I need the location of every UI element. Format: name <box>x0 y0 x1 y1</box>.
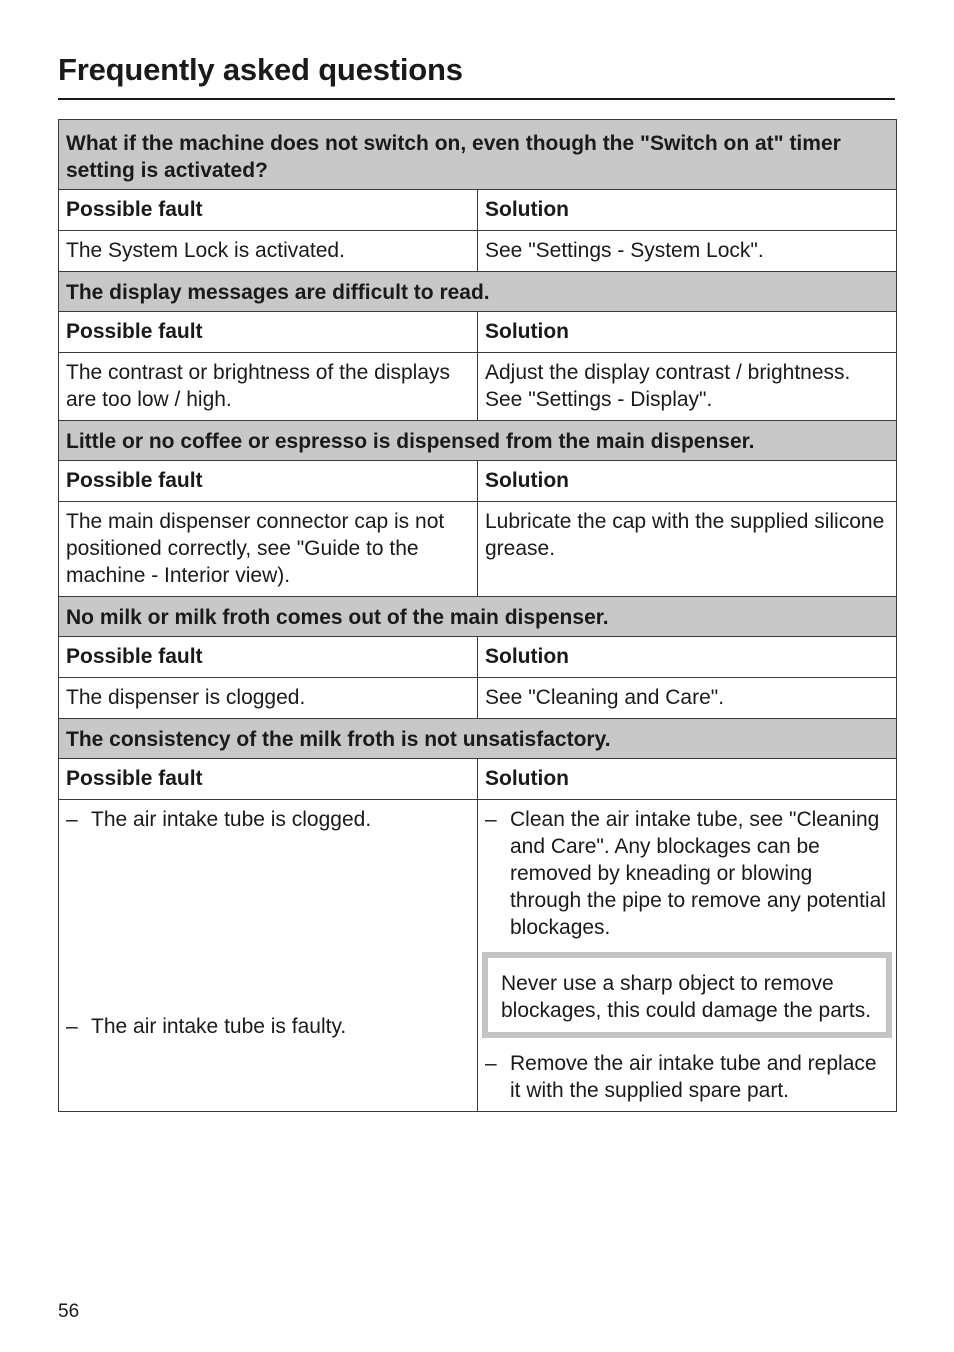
faq-table <box>58 119 897 1112</box>
page-number: 56 <box>58 1301 80 1322</box>
solution-header: Solution <box>478 461 897 502</box>
fault-header: Possible fault <box>59 637 478 678</box>
dash-bullet: – <box>485 1052 497 1075</box>
fault-item-text: The air intake tube is clogged. <box>91 808 372 831</box>
fault-list-item <box>66 806 470 833</box>
answer-row <box>59 800 897 1112</box>
spacer <box>66 833 470 1013</box>
dash-bullet: – <box>66 808 78 831</box>
answer-row <box>59 231 897 272</box>
solution-list-item <box>485 1050 889 1104</box>
page-title: Frequently asked questions <box>58 52 463 87</box>
solution-header: Solution <box>478 759 897 800</box>
solution-cell: See "Cleaning and Care". <box>478 678 897 719</box>
warning-text: Never use a sharp object to remove blockages, this could damage the parts. <box>501 972 872 1022</box>
fault-header: Possible fault <box>59 190 478 231</box>
answer-row <box>59 678 897 719</box>
dash-bullet: – <box>485 808 497 831</box>
question-row <box>59 120 897 190</box>
question-row <box>59 272 897 312</box>
solution-cell: Lubricate the cap with the supplied silicone grease. <box>478 502 897 597</box>
question-row <box>59 719 897 759</box>
fault-cell <box>59 800 478 1112</box>
answer-row <box>59 502 897 597</box>
header-row <box>59 312 897 353</box>
question-text: No milk or milk froth comes out of the main dispenser. <box>59 597 897 637</box>
question-text: The display messages are difficult to read. <box>59 272 897 312</box>
solution-cell: See "Settings - System Lock". <box>478 231 897 272</box>
solution-list-item <box>485 806 889 941</box>
question-row <box>59 597 897 637</box>
solution-cell <box>478 800 897 1112</box>
title-divider <box>58 98 895 100</box>
solution-header: Solution <box>478 190 897 231</box>
fault-item-text: The air intake tube is faulty. <box>91 1015 347 1038</box>
answer-row <box>59 353 897 421</box>
question-row <box>59 421 897 461</box>
fault-list-item <box>66 1013 470 1040</box>
fault-cell: The System Lock is activated. <box>59 231 478 272</box>
header-row <box>59 759 897 800</box>
header-row <box>59 637 897 678</box>
warning-box <box>482 952 892 1038</box>
fault-cell: The main dispenser connector cap is not positioned correctly, see "Guide to the machine - Interior view). <box>59 502 478 597</box>
fault-header: Possible fault <box>59 312 478 353</box>
fault-header: Possible fault <box>59 461 478 502</box>
fault-cell: The contrast or brightness of the displays are too low / high. <box>59 353 478 421</box>
question-text: The consistency of the milk froth is not unsatisfactory. <box>59 719 897 759</box>
header-row <box>59 190 897 231</box>
solution-cell: Adjust the display contrast / brightness. See "Settings - Display". <box>478 353 897 421</box>
solution-header: Solution <box>478 312 897 353</box>
solution-item-text: Clean the air intake tube, see "Cleaning and Care". Any blockages can be removed by kneading or blowing through the pipe to remove any potential blockages. <box>510 808 886 939</box>
header-row <box>59 461 897 502</box>
solution-item-text: Remove the air intake tube and replace it with the supplied spare part. <box>510 1052 877 1102</box>
fault-cell: The dispenser is clogged. <box>59 678 478 719</box>
fault-header: Possible fault <box>59 759 478 800</box>
question-text: What if the machine does not switch on, even though the "Switch on at" timer setting is activated? <box>59 120 897 190</box>
question-text: Little or no coffee or espresso is dispensed from the main dispenser. <box>59 421 897 461</box>
solution-header: Solution <box>478 637 897 678</box>
dash-bullet: – <box>66 1015 78 1038</box>
